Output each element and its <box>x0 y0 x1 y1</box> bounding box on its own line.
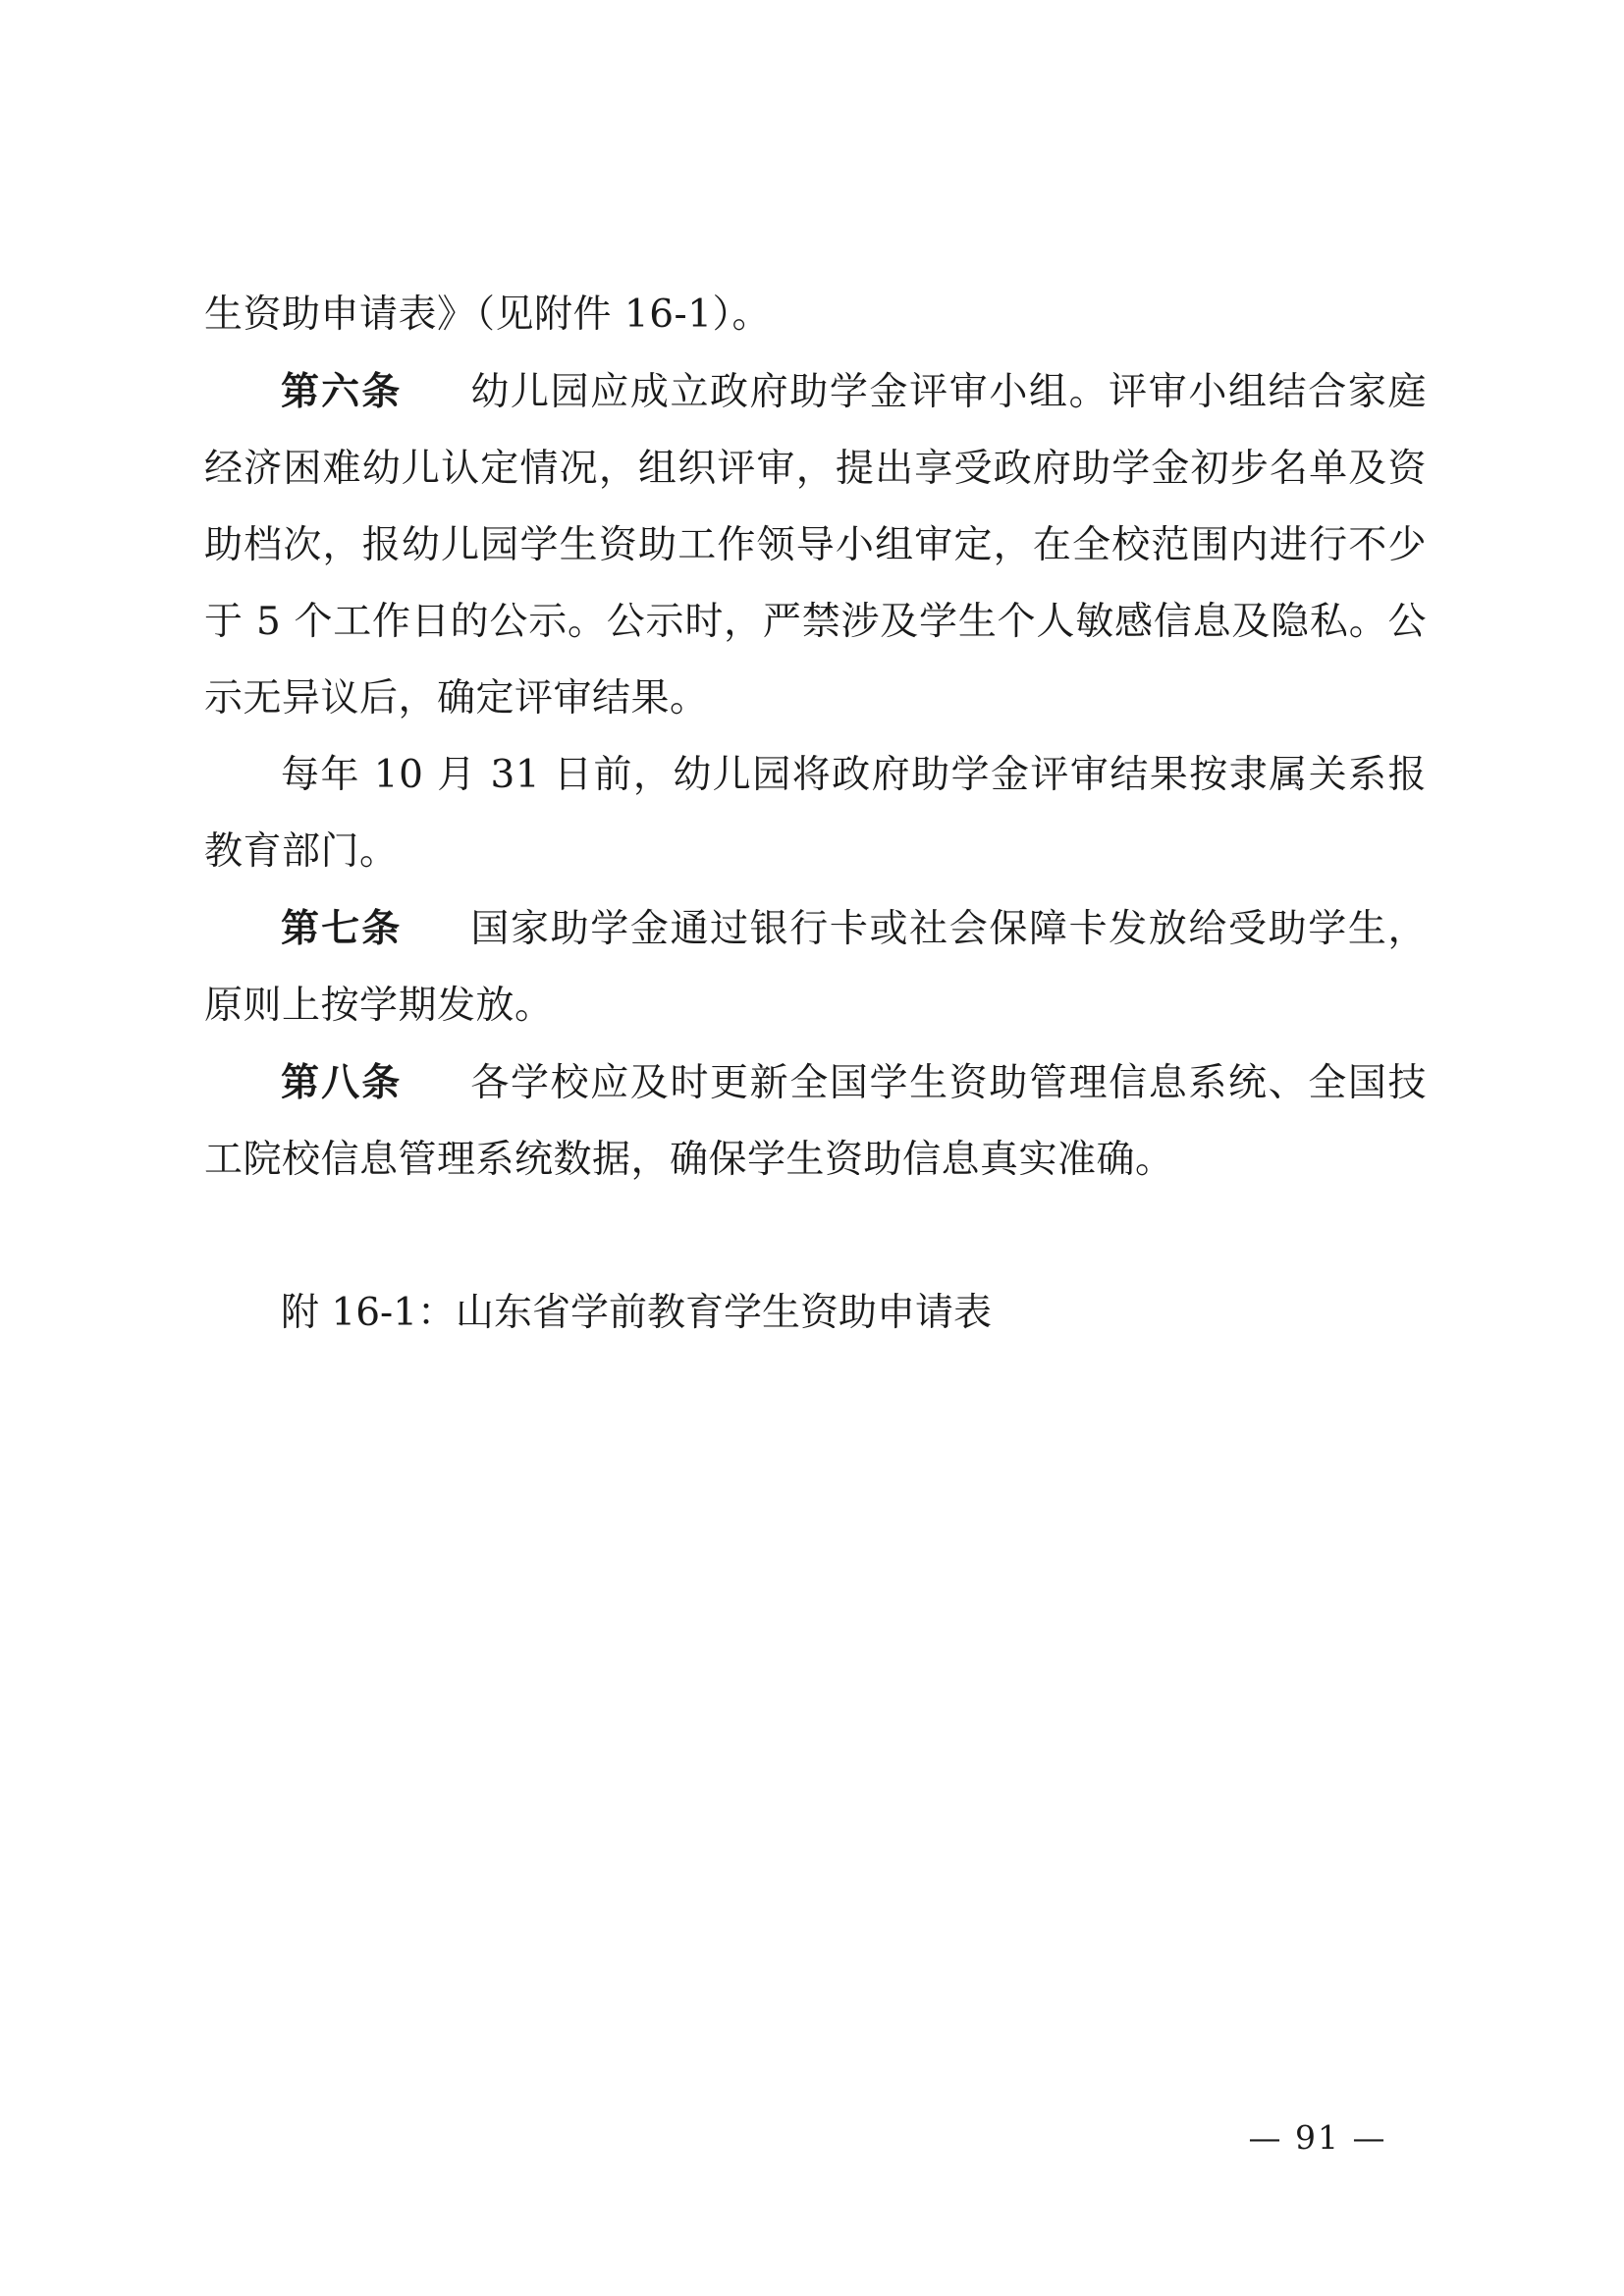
attachment-reference <box>204 1275 1427 1352</box>
paragraph-text: 幼儿园应成立政府助学金评审小组。评审小组结合家庭经济困难幼儿认定情况，组织评审，提出享受政府助学金初步名单及资助档次，报幼儿园学生资助工作领导小组审定，在全校范围内进行不少于 5 个工作日的公示。公示时，严禁涉及学生个人敏感信息及隐私。公示无异议后，确定评审结果。 <box>204 370 1427 721</box>
article-label: 第八条 <box>281 1060 403 1105</box>
paragraph-text: 生资助申请表》（见附件 16-1）。 <box>204 293 772 337</box>
section-spacer <box>204 1199 1427 1275</box>
article-label: 第七条 <box>281 906 403 951</box>
paragraph-text: 每年 10 月 31 日前，幼儿园将政府助学金评审结果按隶属关系报教育部门。 <box>204 753 1427 874</box>
page-number: — 91 — <box>1248 2118 1387 2157</box>
paragraph-article-6 <box>204 353 1427 737</box>
paragraph-text: 国家助学金通过银行卡或社会保障卡发放给受助学生，原则上按学期发放。 <box>204 907 1427 1028</box>
paragraph-deadline <box>204 737 1427 890</box>
paragraph-text: 各学校应及时更新全国学生资助管理信息系统、全国技工院校信息管理系统数据，确保学生资助信息真实准确。 <box>204 1061 1427 1182</box>
page-footer <box>0 2118 1624 2157</box>
paragraph-article-7 <box>204 890 1427 1044</box>
article-label: 第六条 <box>281 369 403 414</box>
paragraph-article-8 <box>204 1044 1427 1199</box>
paragraph-continuation <box>204 277 1427 353</box>
document-body <box>204 277 1427 1352</box>
attachment-text: 附 16-1：山东省学前教育学生资助申请表 <box>281 1291 993 1335</box>
